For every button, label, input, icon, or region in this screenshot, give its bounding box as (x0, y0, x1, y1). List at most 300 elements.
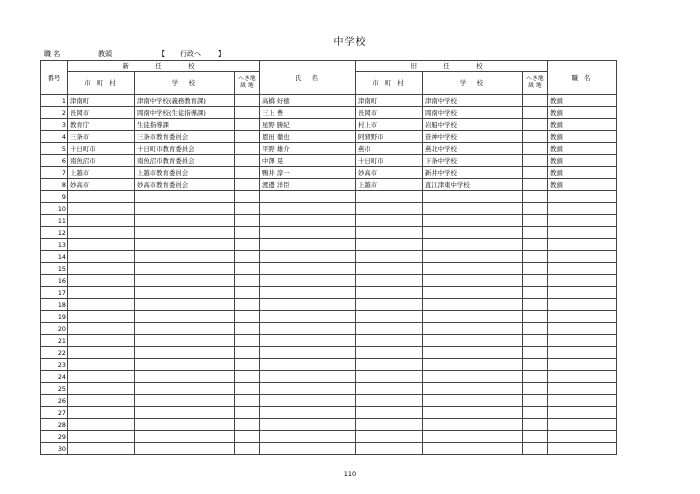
old-city-cell (356, 395, 423, 407)
old-remote-cell (523, 107, 548, 119)
old-position-cell (548, 359, 617, 371)
row-number: 7 (41, 167, 68, 179)
new-remote-cell (235, 95, 260, 107)
old-remote-cell (523, 131, 548, 143)
name-cell (260, 431, 356, 443)
name-cell (260, 287, 356, 299)
new-city-cell: 長岡市 (68, 107, 135, 119)
new-city-cell (68, 443, 135, 455)
new-school-cell (135, 239, 235, 251)
old-school-cell: 笹神中学校 (423, 131, 523, 143)
new-school-cell (135, 191, 235, 203)
new-city-cell (68, 215, 135, 227)
old-position-cell (548, 299, 617, 311)
old-city-cell (356, 299, 423, 311)
name-cell (260, 359, 356, 371)
new-city-cell: 南魚沼市 (68, 155, 135, 167)
old-position-cell (548, 275, 617, 287)
old-position-cell (548, 419, 617, 431)
table-row (41, 143, 617, 155)
new-city-cell (68, 431, 135, 443)
new-remote-cell (235, 119, 260, 131)
table-row (41, 419, 617, 431)
old-school-cell (423, 407, 523, 419)
old-school-cell (423, 215, 523, 227)
category-value: 行政へ (180, 50, 201, 58)
name-cell (260, 239, 356, 251)
old-position-cell (548, 227, 617, 239)
old-position-cell: 教頭 (548, 131, 617, 143)
new-school-cell (135, 443, 235, 455)
old-school-cell (423, 347, 523, 359)
row-number: 14 (41, 251, 68, 263)
old-school-cell (423, 383, 523, 395)
old-remote-cell (523, 215, 548, 227)
old-position-cell (548, 239, 617, 251)
old-school-cell (423, 419, 523, 431)
new-school-cell: 津南中学校(義務教育課) (135, 95, 235, 107)
position-label: 職 名 (44, 50, 61, 58)
name-cell (260, 251, 356, 263)
new-remote-cell (235, 371, 260, 383)
new-school-cell (135, 275, 235, 287)
new-remote-cell (235, 239, 260, 251)
table-row (41, 251, 617, 263)
bracket-open: 【 (158, 50, 165, 58)
row-number: 18 (41, 299, 68, 311)
new-school-cell (135, 419, 235, 431)
new-remote-cell (235, 215, 260, 227)
table-row (41, 299, 617, 311)
old-remote-cell (523, 227, 548, 239)
page-number: 110 (343, 470, 357, 478)
header-new-remote: へき地 級 地 (235, 72, 260, 95)
old-school-cell (423, 275, 523, 287)
old-school-cell (423, 263, 523, 275)
old-remote-cell (523, 263, 548, 275)
name-cell (260, 323, 356, 335)
old-remote-cell (523, 191, 548, 203)
new-school-cell (135, 227, 235, 239)
name-cell (260, 203, 356, 215)
new-city-cell (68, 347, 135, 359)
row-number: 16 (41, 275, 68, 287)
table-body (41, 95, 617, 455)
name-cell (260, 395, 356, 407)
name-cell (260, 215, 356, 227)
old-city-cell: 長岡市 (356, 107, 423, 119)
new-school-cell (135, 407, 235, 419)
new-city-cell (68, 383, 135, 395)
header-old-school-group: 旧 任 校 (356, 61, 548, 72)
table-row (41, 347, 617, 359)
old-position-cell: 教頭 (548, 95, 617, 107)
new-remote-cell (235, 263, 260, 275)
old-remote-cell (523, 239, 548, 251)
row-number: 6 (41, 155, 68, 167)
old-city-cell (356, 275, 423, 287)
name-cell (260, 335, 356, 347)
row-number: 17 (41, 287, 68, 299)
table-row (41, 215, 617, 227)
row-number: 9 (41, 191, 68, 203)
name-cell (260, 227, 356, 239)
old-school-cell: 津南中学校 (423, 95, 523, 107)
old-remote-cell (523, 347, 548, 359)
old-position-cell: 教頭 (548, 167, 617, 179)
new-remote-cell (235, 227, 260, 239)
row-number: 2 (41, 107, 68, 119)
old-school-cell: 岡南中学校 (423, 107, 523, 119)
new-school-cell: 南魚沼市教育委員会 (135, 155, 235, 167)
new-city-cell (68, 251, 135, 263)
name-cell: 中澤 晃 (260, 155, 356, 167)
new-school-cell: 岡南中学校(生徒指導課) (135, 107, 235, 119)
old-remote-cell (523, 359, 548, 371)
old-position-cell (548, 251, 617, 263)
old-school-cell (423, 299, 523, 311)
old-position-cell (548, 383, 617, 395)
old-city-cell (356, 203, 423, 215)
table-row (41, 263, 617, 275)
old-city-cell (356, 191, 423, 203)
old-school-cell: 下条中学校 (423, 155, 523, 167)
new-school-cell (135, 299, 235, 311)
table-row (41, 311, 617, 323)
new-school-cell (135, 359, 235, 371)
table-row (41, 227, 617, 239)
name-cell (260, 191, 356, 203)
new-city-cell (68, 275, 135, 287)
new-school-cell: 三条市教育委員会 (135, 131, 235, 143)
old-remote-cell (523, 95, 548, 107)
table-row (41, 383, 617, 395)
table-row (41, 107, 617, 119)
name-cell: 渡邊 洋臣 (260, 179, 356, 191)
old-city-cell (356, 239, 423, 251)
new-city-cell (68, 299, 135, 311)
old-school-cell: 直江津東中学校 (423, 179, 523, 191)
new-city-cell: 津南町 (68, 95, 135, 107)
name-cell: 平野 雄介 (260, 143, 356, 155)
header-new-school: 学 校 (135, 72, 235, 95)
header-group-row (41, 61, 617, 72)
row-number: 15 (41, 263, 68, 275)
header-new-school-group: 新 任 校 (68, 61, 260, 72)
personnel-table (40, 60, 617, 455)
old-school-cell (423, 311, 523, 323)
old-school-cell (423, 239, 523, 251)
meta-line (44, 49, 225, 59)
row-number: 19 (41, 311, 68, 323)
new-remote-cell (235, 431, 260, 443)
new-city-cell (68, 323, 135, 335)
old-remote-cell (523, 371, 548, 383)
old-city-cell (356, 227, 423, 239)
row-number: 24 (41, 371, 68, 383)
header-new-city: 市 町 村 (68, 72, 135, 95)
old-remote-cell (523, 323, 548, 335)
new-remote-cell (235, 275, 260, 287)
old-school-cell (423, 359, 523, 371)
old-city-cell (356, 323, 423, 335)
old-city-cell (356, 407, 423, 419)
new-remote-cell (235, 107, 260, 119)
old-remote-cell (523, 251, 548, 263)
old-city-cell (356, 419, 423, 431)
old-city-cell: 十日町市 (356, 155, 423, 167)
new-remote-cell (235, 443, 260, 455)
row-number: 11 (41, 215, 68, 227)
old-remote-cell (523, 311, 548, 323)
old-position-cell (548, 191, 617, 203)
new-city-cell (68, 395, 135, 407)
new-city-cell (68, 419, 135, 431)
old-school-cell (423, 431, 523, 443)
new-school-cell (135, 335, 235, 347)
new-remote-cell (235, 383, 260, 395)
name-cell: 星野 勝紀 (260, 119, 356, 131)
new-remote-cell (235, 419, 260, 431)
new-city-cell: 上越市 (68, 167, 135, 179)
old-position-cell (548, 203, 617, 215)
row-number: 23 (41, 359, 68, 371)
new-school-cell (135, 251, 235, 263)
new-remote-cell (235, 287, 260, 299)
row-number: 30 (41, 443, 68, 455)
name-cell (260, 299, 356, 311)
row-number: 20 (41, 323, 68, 335)
new-school-cell (135, 263, 235, 275)
row-number: 5 (41, 143, 68, 155)
table-row (41, 323, 617, 335)
new-city-cell (68, 203, 135, 215)
old-position-cell: 教頭 (548, 179, 617, 191)
old-city-cell: 上越市 (356, 179, 423, 191)
new-school-cell (135, 311, 235, 323)
new-school-cell: 十日町市教育委員会 (135, 143, 235, 155)
new-remote-cell (235, 167, 260, 179)
new-city-cell: 教育庁 (68, 119, 135, 131)
bracket-close: 】 (218, 50, 225, 58)
old-remote-cell (523, 275, 548, 287)
name-cell: 鴨井 淳一 (260, 167, 356, 179)
table-row (41, 119, 617, 131)
table-row (41, 155, 617, 167)
row-number: 22 (41, 347, 68, 359)
old-position-cell (548, 215, 617, 227)
old-city-cell: 燕市 (356, 143, 423, 155)
old-remote-cell (523, 407, 548, 419)
old-school-cell (423, 227, 523, 239)
row-number: 13 (41, 239, 68, 251)
new-school-cell (135, 203, 235, 215)
old-city-cell: 阿賀野市 (356, 131, 423, 143)
table-row (41, 371, 617, 383)
header-name: 氏 名 (260, 61, 356, 95)
table-row (41, 287, 617, 299)
old-school-cell (423, 371, 523, 383)
header-position: 職 名 (548, 61, 617, 95)
old-city-cell: 妙高市 (356, 167, 423, 179)
old-remote-cell (523, 167, 548, 179)
new-city-cell (68, 359, 135, 371)
old-position-cell (548, 443, 617, 455)
name-cell (260, 275, 356, 287)
old-city-cell (356, 347, 423, 359)
row-number: 21 (41, 335, 68, 347)
new-city-cell: 三条市 (68, 131, 135, 143)
header-old-school: 学 校 (423, 72, 523, 95)
new-city-cell (68, 263, 135, 275)
new-school-cell: 上越市教育委員会 (135, 167, 235, 179)
new-school-cell: 妙高市教育委員会 (135, 179, 235, 191)
old-city-cell (356, 215, 423, 227)
old-position-cell: 教頭 (548, 107, 617, 119)
old-city-cell: 村上市 (356, 119, 423, 131)
old-position-cell: 教頭 (548, 119, 617, 131)
row-number: 12 (41, 227, 68, 239)
new-city-cell (68, 311, 135, 323)
old-position-cell (548, 263, 617, 275)
old-school-cell (423, 287, 523, 299)
old-school-cell (423, 251, 523, 263)
header-number: 番号 (41, 61, 68, 95)
new-remote-cell (235, 191, 260, 203)
table-row (41, 95, 617, 107)
table-row (41, 239, 617, 251)
page-title: 中学校 (333, 37, 367, 48)
table-row (41, 395, 617, 407)
row-number: 26 (41, 395, 68, 407)
new-remote-cell (235, 395, 260, 407)
new-remote-cell (235, 203, 260, 215)
old-remote-cell (523, 203, 548, 215)
old-school-cell (423, 443, 523, 455)
header-old-remote: へき地 級 地 (523, 72, 548, 95)
old-remote-cell (523, 287, 548, 299)
name-cell: 恩田 徹也 (260, 131, 356, 143)
new-school-cell (135, 431, 235, 443)
new-school-cell (135, 395, 235, 407)
new-city-cell: 十日町市 (68, 143, 135, 155)
old-city-cell (356, 359, 423, 371)
new-remote-cell (235, 311, 260, 323)
new-remote-cell (235, 143, 260, 155)
old-position-cell (548, 323, 617, 335)
old-city-cell (356, 251, 423, 263)
row-number: 29 (41, 431, 68, 443)
old-city-cell: 津南町 (356, 95, 423, 107)
old-city-cell (356, 263, 423, 275)
old-remote-cell (523, 143, 548, 155)
old-city-cell (356, 335, 423, 347)
old-position-cell (548, 371, 617, 383)
old-city-cell (356, 383, 423, 395)
new-school-cell (135, 371, 235, 383)
row-number: 3 (41, 119, 68, 131)
name-cell (260, 419, 356, 431)
table-row (41, 275, 617, 287)
new-remote-cell (235, 131, 260, 143)
new-school-cell: 生徒指導課 (135, 119, 235, 131)
new-city-cell (68, 191, 135, 203)
old-position-cell (548, 311, 617, 323)
name-cell (260, 407, 356, 419)
row-number: 1 (41, 95, 68, 107)
old-remote-cell (523, 443, 548, 455)
new-city-cell (68, 227, 135, 239)
old-position-cell (548, 347, 617, 359)
name-cell: 高橋 好徳 (260, 95, 356, 107)
old-position-cell: 教頭 (548, 155, 617, 167)
new-remote-cell (235, 323, 260, 335)
new-school-cell (135, 287, 235, 299)
table-row (41, 131, 617, 143)
old-remote-cell (523, 179, 548, 191)
header-old-city: 市 町 村 (356, 72, 423, 95)
old-remote-cell (523, 431, 548, 443)
row-number: 4 (41, 131, 68, 143)
old-position-cell (548, 287, 617, 299)
table-row (41, 179, 617, 191)
name-cell (260, 383, 356, 395)
old-school-cell (423, 203, 523, 215)
new-remote-cell (235, 299, 260, 311)
new-remote-cell (235, 359, 260, 371)
old-position-cell (548, 395, 617, 407)
row-number: 8 (41, 179, 68, 191)
row-number: 25 (41, 383, 68, 395)
new-school-cell (135, 323, 235, 335)
table-row (41, 335, 617, 347)
name-cell (260, 311, 356, 323)
old-city-cell (356, 311, 423, 323)
old-remote-cell (523, 155, 548, 167)
table-row (41, 431, 617, 443)
old-position-cell: 教頭 (548, 143, 617, 155)
table-row (41, 203, 617, 215)
old-position-cell (548, 431, 617, 443)
old-school-cell (423, 191, 523, 203)
new-city-cell (68, 371, 135, 383)
new-city-cell (68, 287, 135, 299)
new-remote-cell (235, 407, 260, 419)
old-remote-cell (523, 419, 548, 431)
position-value: 教頭 (98, 50, 112, 58)
new-remote-cell (235, 179, 260, 191)
old-school-cell: 新井中学校 (423, 167, 523, 179)
row-number: 28 (41, 419, 68, 431)
old-position-cell (548, 335, 617, 347)
table-row (41, 359, 617, 371)
new-remote-cell (235, 335, 260, 347)
new-city-cell (68, 239, 135, 251)
name-cell (260, 443, 356, 455)
new-remote-cell (235, 251, 260, 263)
old-remote-cell (523, 299, 548, 311)
table-row (41, 167, 617, 179)
row-number: 27 (41, 407, 68, 419)
name-cell (260, 347, 356, 359)
old-school-cell: 岩船中学校 (423, 119, 523, 131)
name-cell: 三上 豊 (260, 107, 356, 119)
name-cell (260, 263, 356, 275)
row-number: 10 (41, 203, 68, 215)
old-city-cell (356, 443, 423, 455)
table-row (41, 443, 617, 455)
new-school-cell (135, 383, 235, 395)
